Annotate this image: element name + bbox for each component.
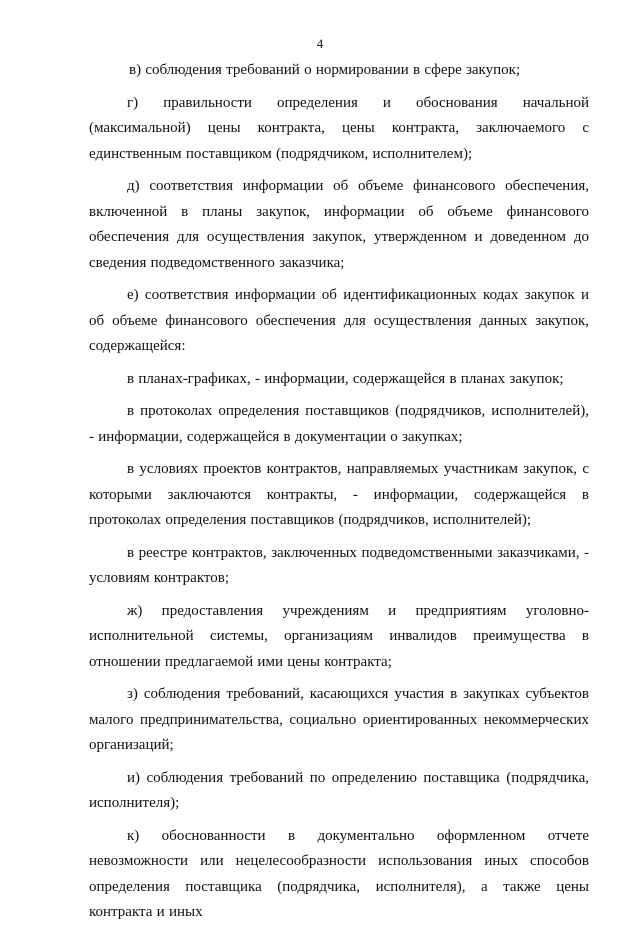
paragraph-e-protocols: в протоколах определения поставщиков (подрядчиков, исполнителей), - информации, содержащейся в документации о закупках;: [89, 403, 589, 445]
paragraph-i: и) соблюдения требований по определению поставщика (подрядчика, исполнителя);: [89, 769, 589, 811]
paragraph-e: е) соответствия информации об идентификационных кодах закупок и об объеме финансового обеспечения для осуществления данных закупок, содержащейся:: [89, 287, 589, 354]
page-number: 4: [316, 36, 324, 51]
document-body: [89, 58, 589, 933]
paragraph-e-registry: в реестре контрактов, заключенных подведомственными заказчиками, - условиям контрактов;: [89, 544, 589, 586]
paragraph-v: в) соблюдения требований о нормировании в сфере закупок;: [129, 62, 521, 78]
paragraph-zh: ж) предоставления учреждениям и предприятиям уголовно-исполнительной системы, организациям инвалидов преимущества в отношении предлагаемой ими цены контракта;: [89, 602, 589, 670]
paragraph-d: д) соответствия информации об объеме финансового обеспечения, включенной в планы закупок, информации об объеме финансового обеспечения для осуществления закупок, утвержденном и доведенном до сведения подведомственного заказчика;: [89, 178, 589, 271]
paragraph-k: к) обоснованности в документально оформленном отчете невозможности или нецелесообразности использования иных способов определения поставщика (подрядчика, исполнителя), а также цены контракта и иных: [89, 827, 589, 920]
paragraph-z: з) соблюдения требований, касающихся участия в закупках субъектов малого предпринимательства, социально ориентированных некоммерческих организаций;: [89, 686, 589, 753]
paragraph-e-plans: в планах-графиках, - информации, содержащейся в планах закупок;: [127, 370, 564, 387]
paragraph-e-contract-drafts: в условиях проектов контрактов, направляемых участникам закупок, с которыми заключаются контракты, - информации, содержащейся в протоколах определения поставщиков (подрядчиков, исполнителей);: [89, 461, 589, 528]
paragraph-g: г) правильности определения и обоснования начальной (максимальной) цены контракта, цены контракта, заключаемого с единственным поставщиком (подрядчиком, исполнителем);: [89, 94, 589, 162]
